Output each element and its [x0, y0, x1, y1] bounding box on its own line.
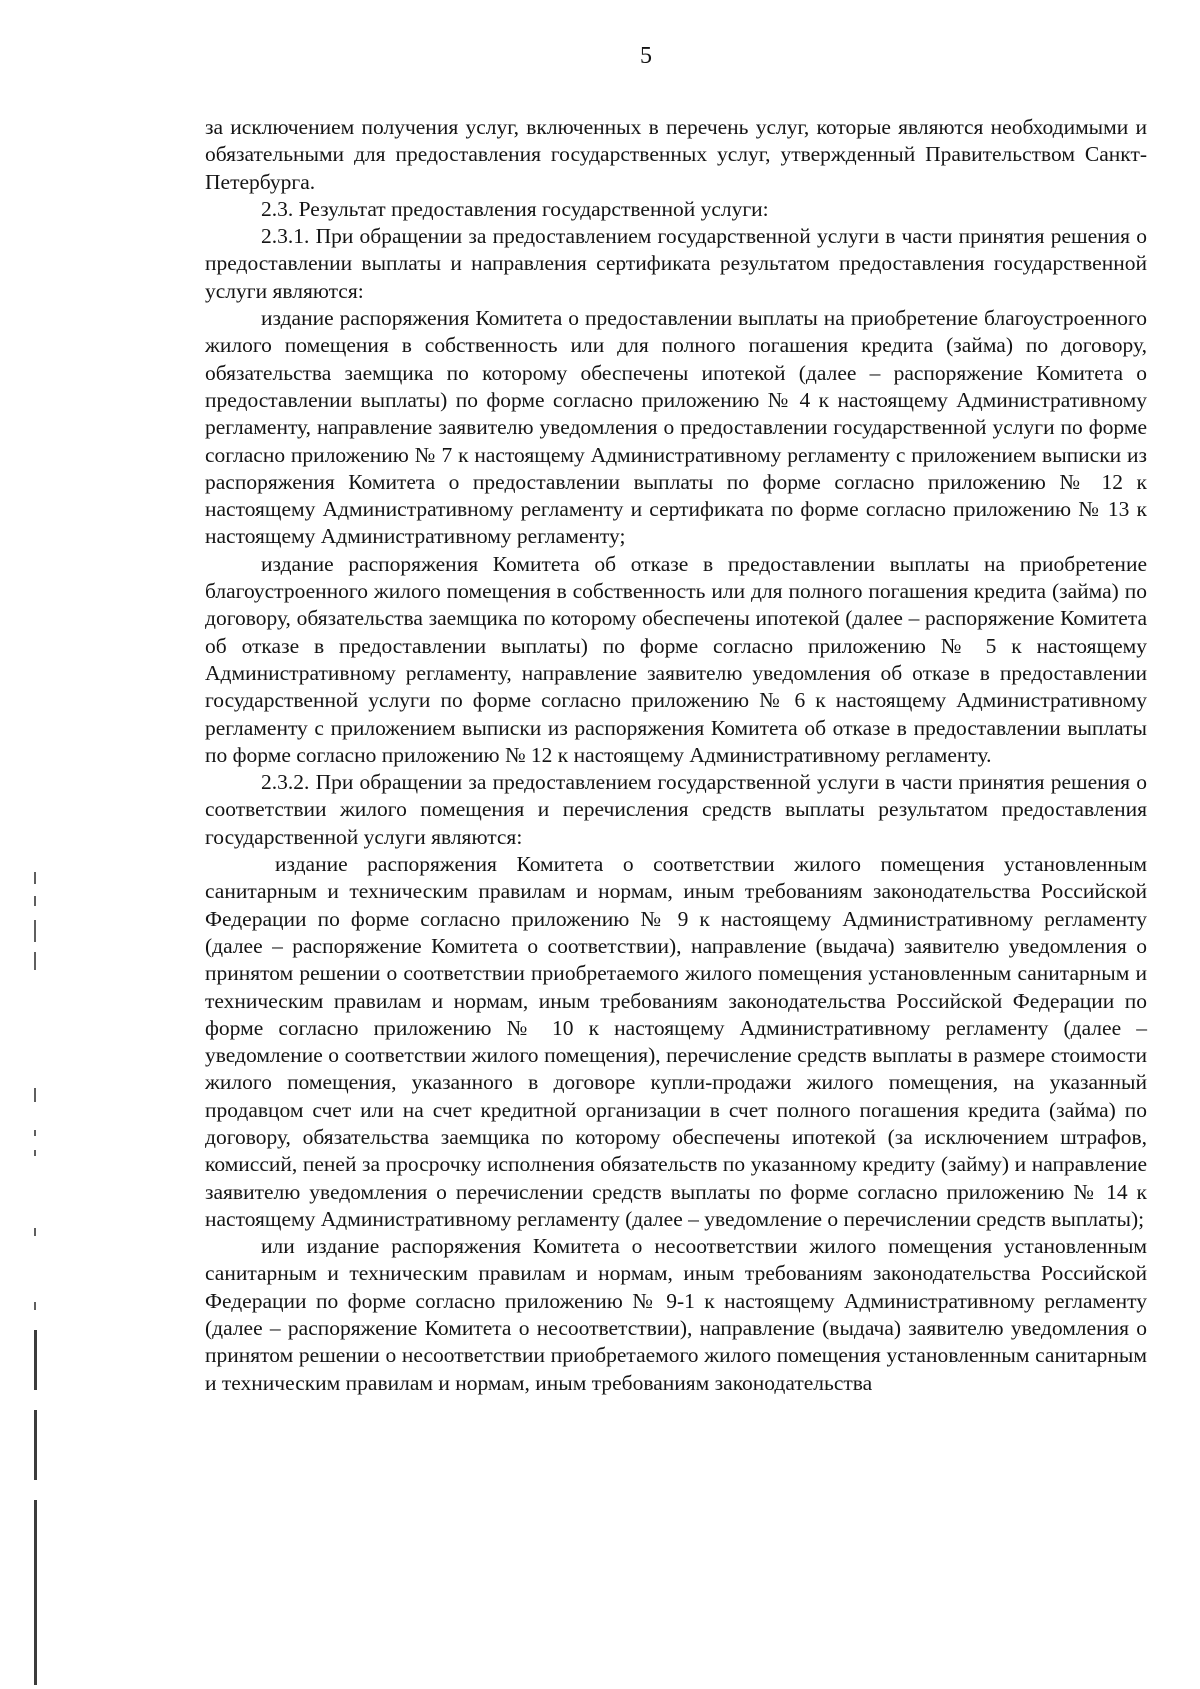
scan-mark: [34, 1330, 37, 1390]
scan-mark: [34, 1500, 37, 1685]
page-number: 5: [640, 43, 652, 69]
paragraph-compliance-order: издание распоряжения Комитета о соответствии жилого помещения установленным санитарным и техническим правилам и нормам, иным требованиям законодательства Российской Федерации по форме согласно приложению № 9 к настоящему Административному регламенту (далее – распоряжение Комитета о соответствии), направление (выдача) заявителю уведомления о принятом решении о соответствии приобретаемого жилого помещения установленным санитарным и техническим правилам и нормам, иным требованиям законодательства Российской Федерации по форме согласно приложению № 10 к настоящему Административному регламенту (далее – уведомление о соответствии жилого помещения), перечисление средств выплаты в размере стоимости жилого помещения, указанного в договоре купли-продажи жилого помещения, на указанный продавцом счет или на счет кредитной организации в счет полного погашения кредита (займа) по договору, обязательства заемщика по которому обеспечены ипотекой (за исключением штрафов, комиссий, пеней за просрочку исполнения обязательств по указанному кредиту (займу) и направление заявителю уведомления о перечислении средств выплаты по форме согласно приложению № 14 к настоящему Административному регламенту (далее – уведомление о перечислении средств выплаты);: [205, 852, 1147, 1231]
paragraph-payment-order: издание распоряжения Комитета о предоставлении выплаты на приобретение благоустроенного жилого помещения в собственность или для полного погашения кредита (займа) по договору, обязательства заемщика по которому обеспечены ипотекой (далее – распоряжение Комитета о предоставлении выплаты) по форме согласно приложению № 4 к настоящему Административному регламенту, направление заявителю уведомления о предоставлении государственной услуги по форме согласно приложению № 7 к настоящему Административному регламенту с приложением выписки из распоряжения Комитета о предоставлении выплаты по форме согласно приложению № 12 к настоящему Административному регламенту и сертификата по форме согласно приложению № 13 к настоящему Административному регламенту;: [205, 306, 1147, 549]
scan-mark: [34, 1228, 36, 1236]
scan-mark: [34, 896, 36, 906]
scan-mark: [34, 1088, 36, 1102]
paragraph-noncompliance-order: или издание распоряжения Комитета о несоответствии жилого помещения установленным санитарным и техническим правилам и нормам, иным требованиям законодательства Российской Федерации по форме согласно приложению № 9-1 к настоящему Административному регламенту (далее – распоряжение Комитета о несоответствии), направление (выдача) заявителю уведомления о принятом решении о несоответствии приобретаемого жилого помещения установленным санитарным и техническим правилам и нормам, иным требованиям законодательства: [205, 1234, 1147, 1395]
paragraph-2-3-1: 2.3.1. При обращении за предоставлением государственной услуги в части принятия решения о предоставлении выплаты и направления сертификата результатом предоставления государственной услуги являются:: [205, 224, 1147, 303]
scan-mark: [34, 1410, 37, 1480]
scan-edge-artifacts: [34, 0, 42, 1689]
body-text: [205, 114, 1147, 1397]
scan-mark: [34, 920, 36, 942]
paragraph-refusal-order: издание распоряжения Комитета об отказе в предоставлении выплаты на приобретение благоустроенного жилого помещения в собственность или для полного погашения кредита (займа) по договору, обязательства заемщика по которому обеспечены ипотекой (далее – распоряжение Комитета об отказе в предоставлении выплаты) по форме согласно приложению № 5 к настоящему Административному регламенту, направление заявителю уведомления об отказе в предоставлении государственной услуги по форме согласно приложению № 6 к настоящему Административному регламенту с приложением выписки из распоряжения Комитета об отказе в предоставлении выплаты по форме согласно приложению № 12 к настоящему Административному регламенту.: [205, 551, 1147, 767]
scan-mark: [34, 1150, 36, 1156]
scan-mark: [34, 1130, 36, 1136]
scan-mark: [34, 1302, 36, 1310]
section-heading-2-3: 2.3. Результат предоставления государственной услуги:: [261, 196, 769, 221]
scan-mark: [34, 952, 36, 970]
paragraph-2-3-2: 2.3.2. При обращении за предоставлением государственной услуги в части принятия решения о соответствии жилого помещения и перечисления средств выплаты результатом предоставления государственной услуги являются:: [205, 770, 1147, 849]
scan-mark: [34, 872, 36, 884]
paragraph-continuation: за исключением получения услуг, включенных в перечень услуг, которые являются необходимыми и обязательными для предоставления государственных услуг, утвержденный Правительством Санкт-Петербурга.: [205, 115, 1147, 194]
